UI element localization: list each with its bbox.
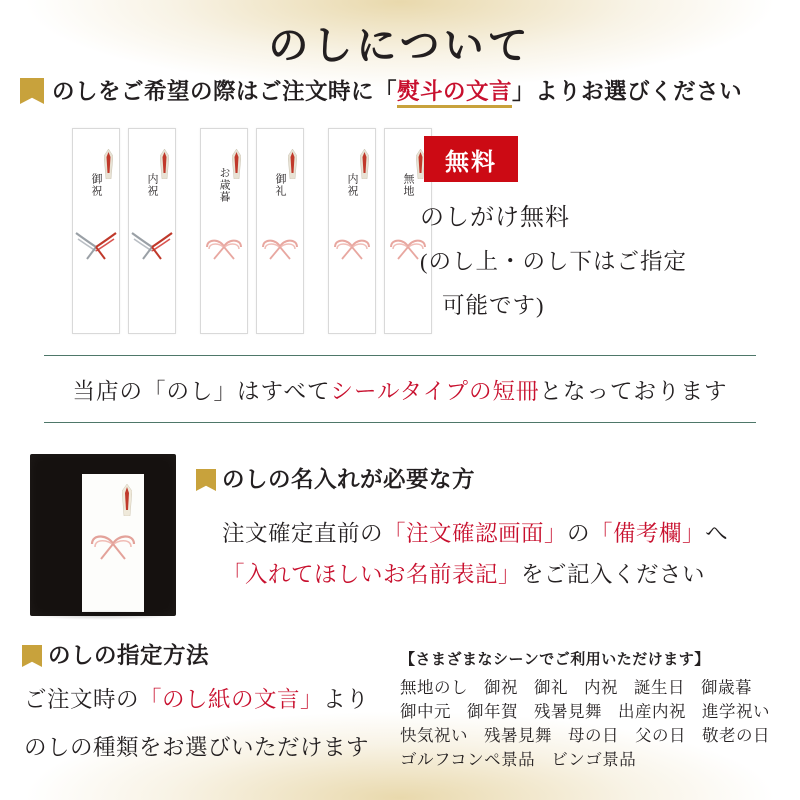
noshi-card-uchiiwai-2 [328, 128, 376, 334]
mizuhiki-icon [82, 522, 144, 562]
scene-item: 進学祝い [702, 702, 770, 721]
ribbon-flag-icon [20, 78, 44, 104]
mizuhiki-icon [129, 225, 175, 267]
scene-item: 快気祝い [400, 726, 468, 745]
noshi-card-label: 御祝 [90, 173, 102, 197]
scene-item: 御年賀 [467, 702, 518, 721]
lead-instruction [20, 74, 790, 106]
name-line2-highlight: 「入れてほしいお名前表記」 [222, 562, 522, 587]
noshi-card-uchiiwai [128, 128, 176, 334]
scene-item: 御歳暮 [701, 678, 752, 697]
howto-section-heading [22, 638, 209, 670]
page-title: のしについて [268, 23, 532, 68]
howto-line1-pre: ご注文時の [24, 687, 140, 712]
free-line-2: (のし上・のし下はご指定 [420, 249, 687, 274]
scene-item: ゴルフコンペ景品 [400, 750, 536, 769]
howto-line-2: のしの種類をお選びいただけます [24, 735, 370, 760]
noshi-card-label: 内祝 [346, 173, 358, 197]
seal-note [0, 374, 800, 406]
scene-item: 誕生日 [634, 678, 685, 697]
scene-item: 母の日 [568, 726, 619, 745]
noshi-ornament-icon [104, 149, 113, 179]
noshi-card-label: 無地 [402, 173, 414, 197]
noshi-ornament-icon [122, 484, 132, 516]
scene-item: 御祝 [484, 678, 518, 697]
name-line2-post: をご記入ください [521, 562, 706, 587]
scene-item: 内祝 [584, 678, 618, 697]
lead-highlight: 熨斗の文言 [397, 79, 512, 108]
howto-line1-post: より [323, 687, 370, 712]
scenes-list [400, 676, 800, 772]
ribbon-flag-icon [22, 645, 42, 667]
name-section-line-1 [222, 516, 728, 548]
noshi-card-label: お歳暮 [218, 167, 230, 203]
scenes-row [400, 676, 800, 700]
mizuhiki-icon [201, 225, 247, 267]
name-line1-mid: の [567, 521, 591, 546]
name-line1-pre: 注文確定直前の [222, 521, 384, 546]
seal-note-pre: 当店の「のし」はすべて [72, 379, 331, 404]
scene-item: 敬老の日 [702, 726, 770, 745]
scene-item: 御中元 [400, 702, 451, 721]
ribbon-flag-icon [196, 469, 216, 491]
scenes-row [400, 748, 800, 772]
mizuhiki-icon [257, 225, 303, 267]
scene-item: 無地のし [400, 678, 468, 697]
name-line1-highlight-1: 「注文確認画面」 [383, 521, 568, 546]
noshi-ornament-icon [160, 149, 169, 179]
photo-shadow [30, 610, 176, 620]
gift-box-image [30, 454, 176, 616]
name-line1-post: へ [705, 521, 729, 546]
seal-note-highlight: シールタイプの短冊 [330, 379, 540, 404]
lead-post: よりお選びください [535, 79, 743, 104]
mizuhiki-icon [73, 225, 119, 267]
howto-section-heading-text: のしの指定方法 [48, 643, 210, 668]
scene-item: 出産内祝 [618, 702, 686, 721]
howto-line-1 [24, 682, 369, 714]
scene-item: 父の日 [635, 726, 686, 745]
scenes-heading: 【さまざまなシーンでご利用いただけます】 [400, 652, 710, 668]
noshi-ornament-icon [232, 149, 241, 179]
free-line-3: 可能です) [442, 293, 545, 318]
free-badge: 無料 [424, 136, 518, 182]
scene-item: 御礼 [534, 678, 568, 697]
noshi-card-oseibo [200, 128, 248, 334]
noshi-ornament-icon [360, 149, 369, 179]
seal-note-post: となっております [539, 379, 728, 404]
noshi-card-orei [256, 128, 304, 334]
name-section-line-2 [222, 557, 705, 589]
lead-bracket-close: 」 [512, 79, 536, 104]
noshi-strip [82, 474, 144, 612]
scene-item: 残暑見舞 [534, 702, 602, 721]
divider-top [44, 355, 756, 356]
mizuhiki-icon [329, 225, 375, 267]
name-section-heading [196, 462, 475, 494]
free-line-1: のしがけ無料 [420, 205, 570, 231]
scenes-row [400, 700, 800, 724]
scene-item: ビンゴ景品 [551, 750, 637, 769]
noshi-card-label: 御礼 [274, 173, 286, 197]
free-description [420, 196, 780, 328]
scene-item: 残暑見舞 [484, 726, 552, 745]
scenes-row [400, 724, 800, 748]
lead-pre: のしをご希望の際はご注文時に [52, 79, 375, 104]
howto-line1-highlight: 「のし紙の文言」 [139, 687, 324, 712]
lead-bracket-open: 「 [374, 79, 398, 104]
noshi-ornament-icon [288, 149, 297, 179]
noshi-card-oiwai [72, 128, 120, 334]
noshi-sample-photo [18, 446, 188, 624]
name-line1-highlight-2: 「備考欄」 [590, 521, 706, 546]
name-section-heading-text: のしの名入れが必要な方 [222, 467, 476, 492]
divider-bottom [44, 422, 756, 423]
noshi-card-label: 内祝 [146, 173, 158, 197]
